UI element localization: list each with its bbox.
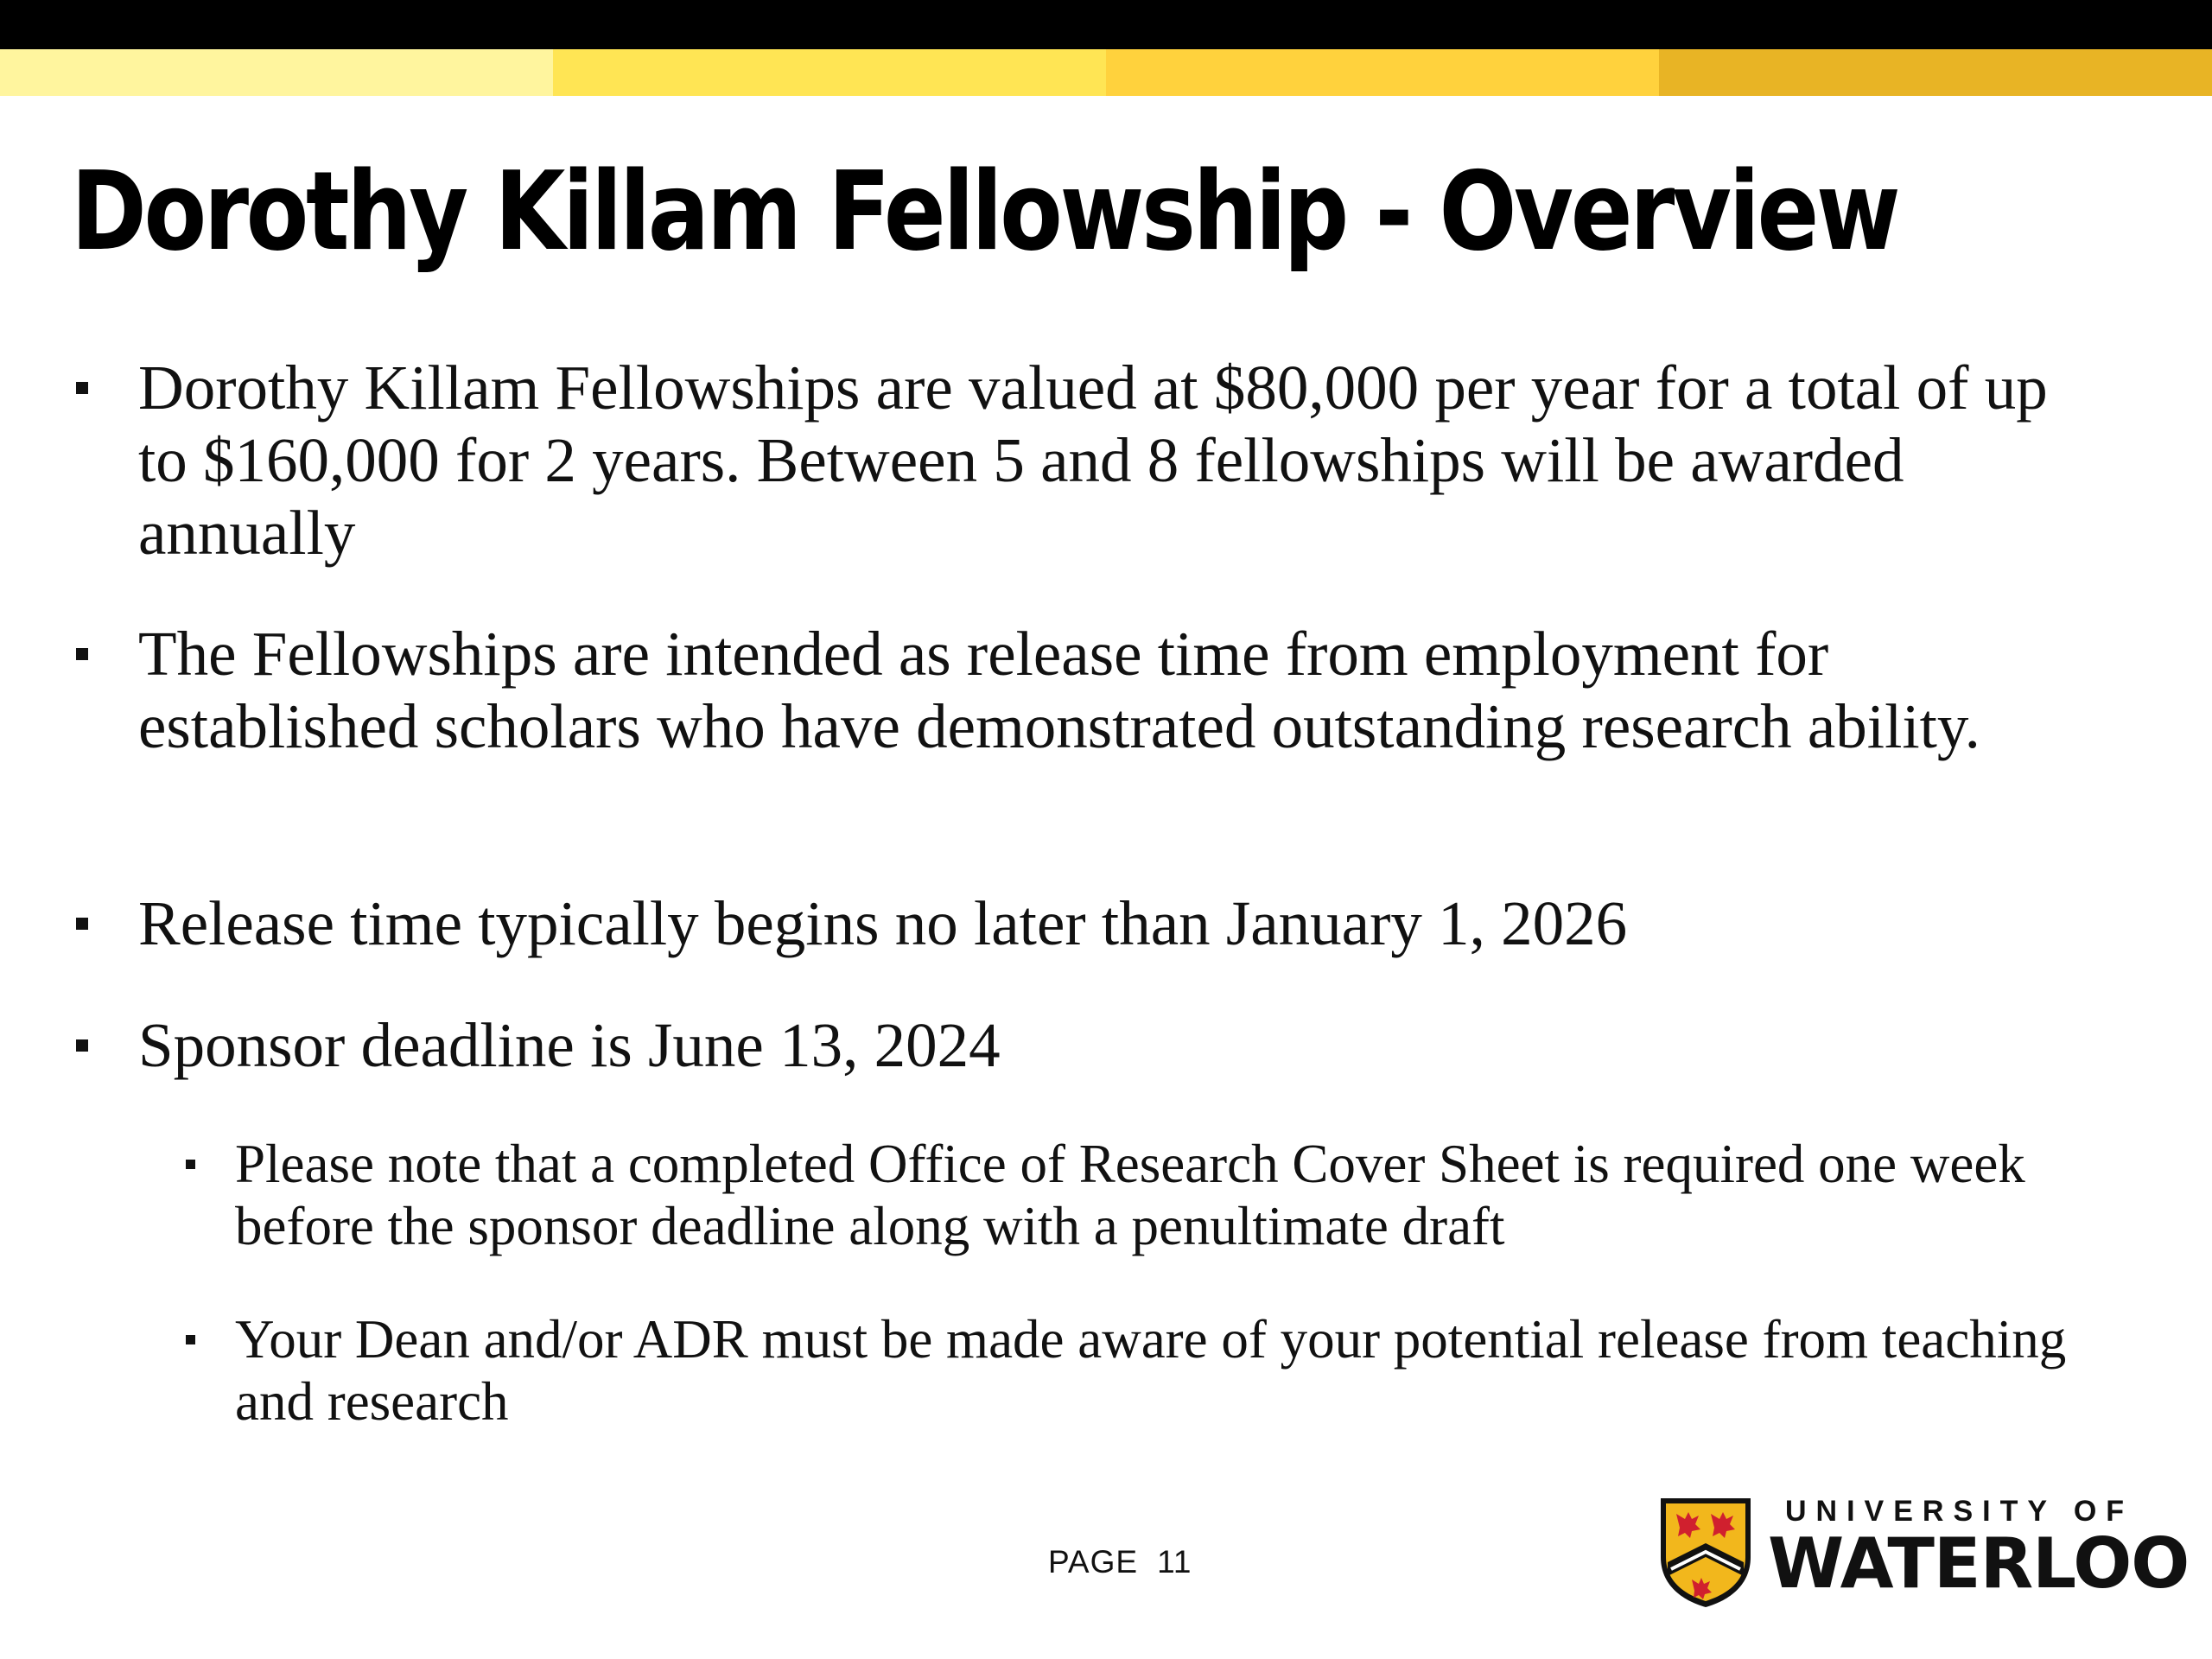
bullet-marker bbox=[76, 648, 88, 660]
sub-bullet-item bbox=[235, 1133, 2093, 1257]
sub-bullet-item bbox=[235, 1308, 2093, 1433]
bullet-item bbox=[138, 1009, 2091, 1082]
bullet-text: Dorothy Killam Fellowships are valued at $80,000 per year for a total of up to $160,000 for 2 years. Between 5 and 8 fellowships will be awarded annually bbox=[138, 353, 2048, 568]
page-number bbox=[1048, 1544, 1192, 1580]
header-stripe-4 bbox=[1659, 49, 2212, 96]
university-logo bbox=[1657, 1495, 2190, 1611]
bullet-item bbox=[138, 618, 2091, 763]
bullet-text: Sponsor deadline is June 13, 2024 bbox=[138, 1010, 1001, 1080]
bullet-marker bbox=[76, 382, 88, 394]
bullet-marker bbox=[76, 918, 88, 930]
page-number-value: 11 bbox=[1157, 1544, 1192, 1580]
bullet-item bbox=[138, 887, 2091, 960]
sub-bullet-marker bbox=[186, 1160, 195, 1169]
header-stripe-3 bbox=[1106, 49, 1659, 96]
header-stripe-2 bbox=[553, 49, 1106, 96]
sub-bullet-text: Your Dean and/or ADR must be made aware of your potential release from teaching and research bbox=[235, 1309, 2067, 1432]
bullet-text: Release time typically begins no later than January 1, 2026 bbox=[138, 888, 1628, 958]
slide-title: Dorothy Killam Fellowship - Overview bbox=[71, 148, 1898, 275]
sub-bullet-text: Please note that a completed Office of Research Cover Sheet is required one week before the sponsor deadline along with a penultimate draft bbox=[235, 1134, 2025, 1256]
bullet-marker bbox=[76, 1039, 88, 1052]
sub-bullet-marker bbox=[186, 1335, 195, 1344]
logo-text-line2: WATERLOO bbox=[1768, 1523, 2190, 1604]
bullet-item bbox=[138, 352, 2091, 569]
crest-icon bbox=[1657, 1495, 1754, 1609]
bullet-text: The Fellowships are intended as release time from employment for established scholars who have demonstrated outstanding research ability. bbox=[138, 619, 1980, 761]
top-black-bar bbox=[0, 0, 2212, 49]
page-label: PAGE bbox=[1048, 1544, 1139, 1580]
logo-text-line1: UNIVERSITY OF bbox=[1785, 1495, 2134, 1528]
header-stripe-1 bbox=[0, 49, 553, 96]
